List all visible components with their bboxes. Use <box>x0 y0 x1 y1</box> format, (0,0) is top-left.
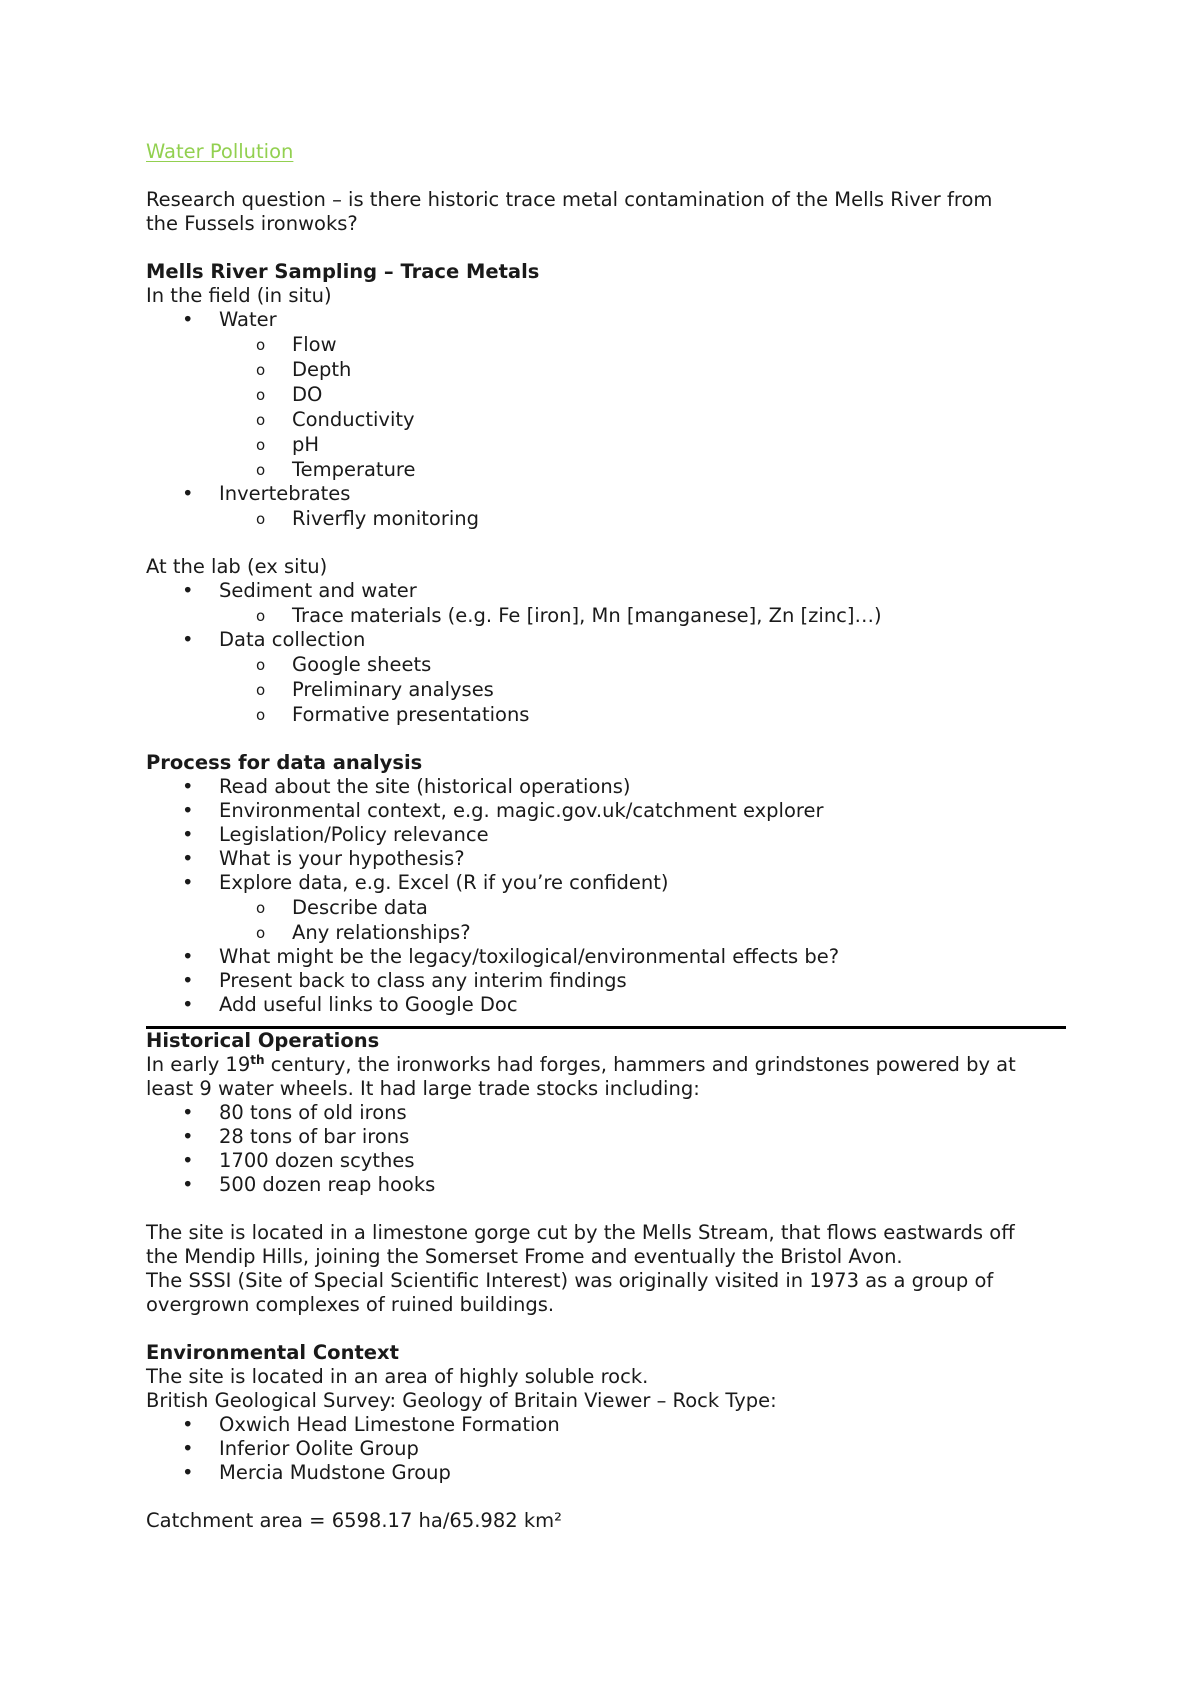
list-item: o Google sheets <box>146 652 1066 677</box>
spacer <box>146 164 1066 188</box>
spacer <box>146 236 1066 260</box>
research-question-line-1: Research question – is there historic trace metal contamination of the Mells River from <box>146 188 993 211</box>
stocks-list <box>146 1101 1066 1197</box>
list-item: • Legislation/Policy relevance <box>146 823 1066 847</box>
site-paragraph-line-2: the Mendip Hills, joining the Somerset Frome and eventually the Bristol Avon. <box>146 1245 903 1268</box>
list-item: • Explore data, e.g. Excel (R if you’re confident) <box>146 871 1066 895</box>
list-item: • Add useful links to Google Doc <box>146 993 1066 1017</box>
site-paragraph-line-1: The site is located in a limestone gorge cut by the Mells Stream, that flows eastwards off <box>146 1221 1015 1244</box>
list-item: • 1700 dozen scythes <box>146 1149 1066 1173</box>
rock-list <box>146 1413 1066 1485</box>
list-item: • Sediment and water <box>146 579 1066 603</box>
superscript: th <box>250 1053 265 1067</box>
spacer <box>146 1197 1066 1221</box>
environment-line-1: The site is located in an area of highly soluble rock. <box>146 1365 649 1388</box>
history-line-1 <box>146 1053 1066 1077</box>
lab-list <box>146 579 1066 727</box>
document-title: Water Pollution <box>146 140 294 163</box>
at-lab-label: At the lab (ex situ) <box>146 555 328 578</box>
list-item: o DO <box>146 382 1066 407</box>
history-line-2: least 9 water wheels. It had large trade stocks including: <box>146 1077 700 1100</box>
list-item: • Read about the site (historical operations) <box>146 775 1066 799</box>
list-item: o pH <box>146 432 1066 457</box>
sssi-paragraph-line-2: overgrown complexes of ruined buildings. <box>146 1293 555 1316</box>
list-item: o Describe data <box>146 895 1066 920</box>
list-item: • Data collection <box>146 628 1066 652</box>
process-heading: Process for data analysis <box>146 751 423 774</box>
sssi-paragraph-line-1: The SSSI (Site of Special Scientific Interest) was originally visited in 1973 as a group of <box>146 1269 994 1292</box>
document-page <box>146 140 1066 1533</box>
history-line-1-end: century, the ironworks had forges, hammers and grindstones powered by at <box>264 1053 1016 1076</box>
in-field-label: In the field (in situ) <box>146 284 332 307</box>
list-item: • 500 dozen reap hooks <box>146 1173 1066 1197</box>
list-item: • Mercia Mudstone Group <box>146 1461 1066 1485</box>
research-question-line-2: the Fussels ironwoks? <box>146 212 358 235</box>
spacer <box>146 1317 1066 1341</box>
process-list <box>146 775 1066 1017</box>
sampling-heading: Mells River Sampling – Trace Metals <box>146 260 540 283</box>
history-heading: Historical Operations <box>146 1029 380 1052</box>
catchment-area: Catchment area = 6598.17 ha/65.982 km² <box>146 1509 562 1532</box>
list-item: o Riverfly monitoring <box>146 506 1066 531</box>
list-item: • 80 tons of old irons <box>146 1101 1066 1125</box>
list-item: • Inferior Oolite Group <box>146 1437 1066 1461</box>
list-item: • Oxwich Head Limestone Formation <box>146 1413 1066 1437</box>
environment-line-2: British Geological Survey: Geology of Britain Viewer – Rock Type: <box>146 1389 777 1412</box>
field-list <box>146 308 1066 531</box>
list-item: • Invertebrates <box>146 482 1066 506</box>
list-item: o Trace materials (e.g. Fe [iron], Mn [manganese], Zn [zinc]…) <box>146 603 1066 628</box>
spacer <box>146 531 1066 555</box>
list-item: • What might be the legacy/toxilogical/environmental effects be? <box>146 945 1066 969</box>
list-item: o Flow <box>146 332 1066 357</box>
list-item: o Any relationships? <box>146 920 1066 945</box>
list-item: • 28 tons of bar irons <box>146 1125 1066 1149</box>
list-item: • Environmental context, e.g. magic.gov.uk/catchment explorer <box>146 799 1066 823</box>
list-item: o Temperature <box>146 457 1066 482</box>
list-item: o Conductivity <box>146 407 1066 432</box>
spacer <box>146 727 1066 751</box>
list-item: • Present back to class any interim findings <box>146 969 1066 993</box>
spacer <box>146 1485 1066 1509</box>
list-item: • Water <box>146 308 1066 332</box>
environment-heading: Environmental Context <box>146 1341 399 1364</box>
list-item: o Depth <box>146 357 1066 382</box>
list-item: • What is your hypothesis? <box>146 847 1066 871</box>
list-item: o Formative presentations <box>146 702 1066 727</box>
list-item: o Preliminary analyses <box>146 677 1066 702</box>
history-line-1-start: In early 19 <box>146 1053 251 1076</box>
